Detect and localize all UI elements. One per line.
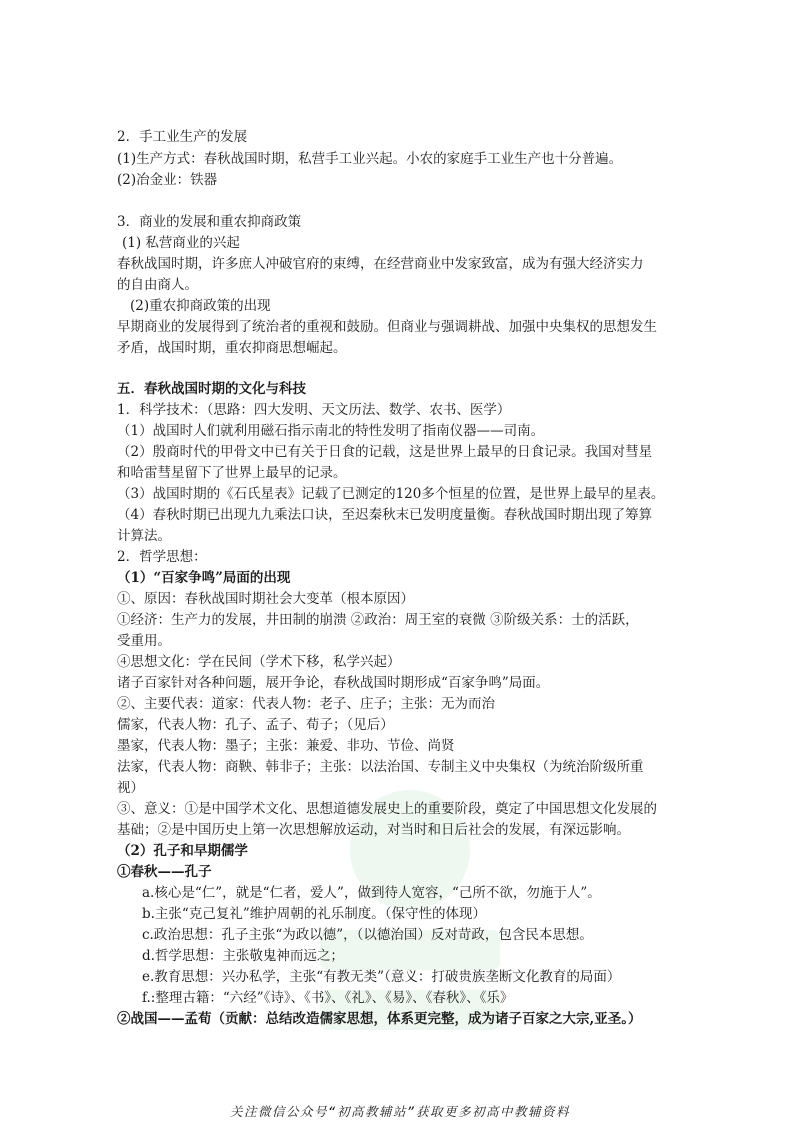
- text-line: （2）殷商时代的甲骨文中已有关于日食的记载，这是世界上最早的日食记录。我国对彗星: [117, 444, 653, 460]
- text-line: （3）战国时期的《石氏星表》记载了已测定的120多个恒星的位置，是世界上最早的星表。: [117, 486, 665, 502]
- list-item: e.教育思想：兴办私学，主张“有教无类”（意义：打破贵族垄断文化教育的局面）: [142, 969, 621, 985]
- list-item: f.:整理古籍：“六经”《诗》、《书》、《礼》、《易》、《春秋》、《乐》: [142, 990, 514, 1006]
- list-item: d.哲学思想：主张敬鬼神而远之；: [142, 948, 344, 964]
- text-line: 法家，代表人物：商鞅、韩非子；主张：以法治国、专制主义中央集权（为统治阶级所重: [117, 759, 644, 775]
- text-line: （1）战国时人们就利用磁石指示南北的特性发明了指南仪器——司南。: [117, 423, 545, 439]
- text-line: ②、主要代表：道家：代表人物：老子、庄子；主张：无为而治: [117, 696, 495, 712]
- section-heading: 五．春秋战国时期的文化与科技: [117, 381, 306, 397]
- list-item: a.核心是“仁”，就是“仁者，爱人”，做到待人宽容，“己所不欲，勿施于人”。: [142, 885, 601, 901]
- text-line: 3．商业的发展和重农抑商政策: [117, 214, 302, 230]
- text-line: 矛盾，战国时期，重农抑商思想崛起。: [117, 340, 347, 356]
- text-line: 2．手工业生产的发展: [117, 129, 248, 145]
- text-line: 诸子百家针对各种问题，展开争论，春秋战国时期形成“百家争鸣”局面。: [117, 675, 550, 691]
- list-item: c.政治思想：孔子主张“为政以德”，（以德治国）反对苛政，包含民本思想。: [142, 927, 593, 943]
- text-line: (2)重农抑商政策的出现: [130, 298, 271, 314]
- text-line: 和哈雷彗星留下了世界上最早的记录。: [117, 465, 347, 481]
- text-line: ④思想文化：学在民间（学术下移，私学兴起）: [117, 654, 401, 670]
- text-line: ③、意义：①是中国学术文化、思想道德发展史上的重要阶段，奠定了中国思想文化发展的: [117, 801, 657, 817]
- text-line: 2．哲学思想：: [117, 549, 207, 565]
- text-line: (1)生产方式：春秋战国时期，私营手工业兴起。小农的家庭手工业生产也十分普遍。: [117, 151, 623, 167]
- text-line: （4）春秋时期已出现九九乘法口诀，至迟秦秋末已发明度量衡。春秋战国时期出现了筹算: [117, 507, 653, 523]
- subsection-heading: （2）孔子和早期儒学: [117, 843, 248, 859]
- subsection-heading: （1）“百家争鸣”局面的出现: [117, 570, 291, 586]
- text-line: ①、原因：春秋战国时期社会大变革（根本原因）: [117, 591, 414, 607]
- text-line: 基础；②是中国历史上第一次思想解放运动，对当时和日后社会的发展，有深远影响。: [117, 822, 630, 838]
- subsection-heading: ①春秋——孔子: [117, 864, 212, 880]
- page-footer: 关注微信公众号“初高教辅站”获取更多初高中教辅资料: [229, 1104, 571, 1119]
- text-line: 的自由商人。: [117, 277, 198, 293]
- text-line: (2)冶金业：铁器: [117, 172, 218, 188]
- subsection-heading: ②战国——孟荀（贡献：总结改造儒家思想，体系更完整，成为诸子百家之大宗,亚圣。）: [117, 1011, 642, 1027]
- text-line: 早期商业的发展得到了统治者的重视和鼓励。但商业与强调耕战、加强中央集权的思想发生: [117, 319, 657, 335]
- text-line: 墨家，代表人物：墨子；主张：兼爱、非功、节俭、尚贤: [117, 738, 455, 754]
- text-line: ①经济：生产力的发展，井田制的崩溃 ②政治：周王室的衰微 ③阶级关系：士的活跃，: [117, 612, 639, 628]
- text-line: 1．科学技术：（思路：四大发明、天文历法、数学、农书、医学）: [117, 402, 511, 418]
- text-line: 受重用。: [117, 633, 171, 649]
- list-item: b.主张“克己复礼”维护周朝的礼乐制度。（保守性的体现）: [142, 906, 486, 922]
- text-line: 儒家，代表人物：孔子、孟子、荀子；（见后）: [117, 717, 394, 733]
- text-line: 视）: [117, 780, 144, 796]
- text-line: 计算法。: [117, 528, 171, 544]
- text-line: 春秋战国时期，许多庶人冲破官府的束缚，在经营商业中发家致富，成为有强大经济实力: [117, 256, 644, 272]
- text-line: (1) 私营商业的兴起: [122, 235, 240, 251]
